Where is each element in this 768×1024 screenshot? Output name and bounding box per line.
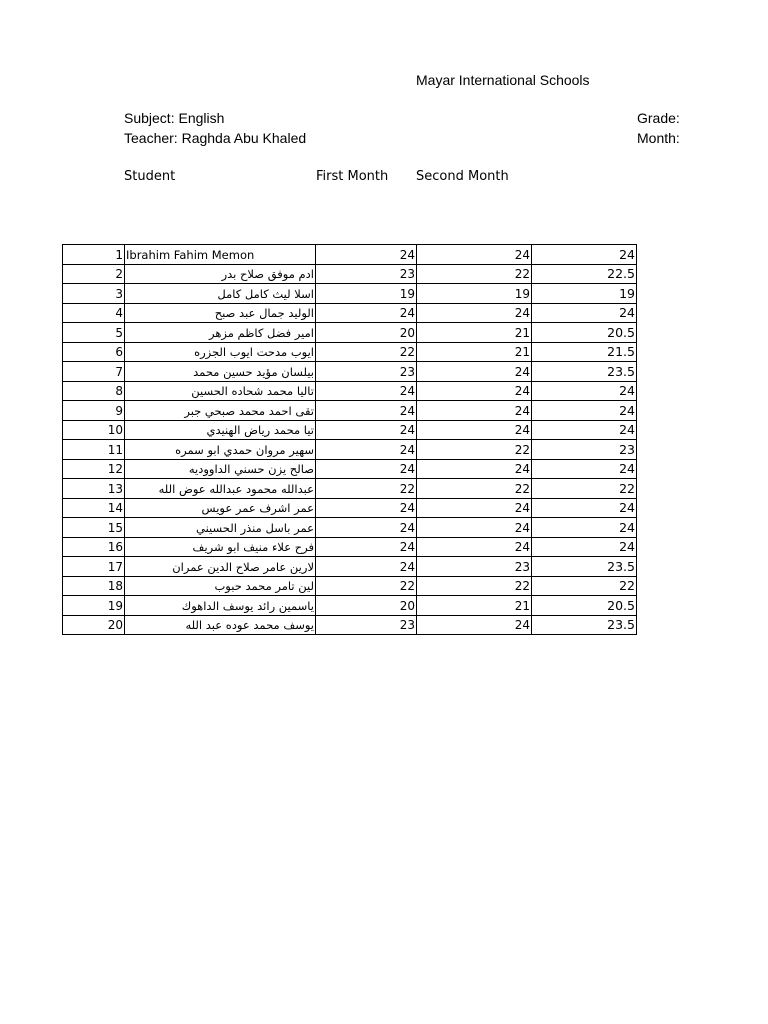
- table-row: [63, 284, 637, 304]
- average-grade-cell: 23.5: [532, 362, 637, 382]
- row-number-cell: 18: [63, 576, 125, 596]
- first-month-grade-cell: 24: [316, 537, 417, 557]
- average-grade-cell: 23.5: [532, 615, 637, 635]
- average-grade-cell: 24: [532, 537, 637, 557]
- student-name-cell: عبدالله محمود عبدالله عوض الله: [125, 479, 316, 499]
- average-grade-cell: 24: [532, 245, 637, 265]
- student-name-cell: تيا محمد رياض الهنيدي: [125, 420, 316, 440]
- table-row: [63, 245, 637, 265]
- first-month-grade-cell: 24: [316, 440, 417, 460]
- average-grade-cell: 24: [532, 518, 637, 538]
- row-number-cell: 13: [63, 479, 125, 499]
- first-month-grade-cell: 22: [316, 342, 417, 362]
- second-month-grade-cell: 24: [417, 615, 532, 635]
- student-name-cell: اسلا ليث كامل كامل: [125, 284, 316, 304]
- first-month-grade-cell: 24: [316, 381, 417, 401]
- student-name-cell: امير فضل كاظم مزهر: [125, 323, 316, 343]
- second-month-grade-cell: 24: [417, 401, 532, 421]
- student-name-cell: لين تامر محمد حبوب: [125, 576, 316, 596]
- average-grade-cell: 23: [532, 440, 637, 460]
- first-month-grade-cell: 20: [316, 323, 417, 343]
- average-grade-cell: 24: [532, 459, 637, 479]
- table-row: [63, 323, 637, 343]
- second-month-grade-cell: 24: [417, 537, 532, 557]
- table-row: [63, 440, 637, 460]
- subject-label: Subject: English: [124, 110, 225, 126]
- row-number-cell: 1: [63, 245, 125, 265]
- first-month-grade-cell: 24: [316, 303, 417, 323]
- student-name-cell: فرح علاء منيف ابو شريف: [125, 537, 316, 557]
- grades-table-body: [63, 245, 637, 635]
- average-grade-cell: 24: [532, 381, 637, 401]
- table-row: [63, 264, 637, 284]
- table-row: [63, 596, 637, 616]
- table-row: [63, 420, 637, 440]
- first-month-grade-cell: 23: [316, 362, 417, 382]
- second-month-grade-cell: 24: [417, 381, 532, 401]
- student-name-cell: تقى احمد محمد صبحي جبر: [125, 401, 316, 421]
- second-month-grade-cell: 24: [417, 303, 532, 323]
- table-row: [63, 342, 637, 362]
- second-month-grade-cell: 24: [417, 498, 532, 518]
- second-month-grade-cell: 24: [417, 459, 532, 479]
- row-number-cell: 20: [63, 615, 125, 635]
- row-number-cell: 7: [63, 362, 125, 382]
- student-name-cell: ايوب مدحت ايوب الجزره: [125, 342, 316, 362]
- row-number-cell: 15: [63, 518, 125, 538]
- table-row: [63, 557, 637, 577]
- second-month-grade-cell: 21: [417, 342, 532, 362]
- second-month-grade-cell: 21: [417, 596, 532, 616]
- first-month-grade-cell: 24: [316, 498, 417, 518]
- first-month-grade-cell: 24: [316, 518, 417, 538]
- school-name: Mayar International Schools: [416, 72, 590, 88]
- table-row: [63, 518, 637, 538]
- average-grade-cell: 19: [532, 284, 637, 304]
- row-number-cell: 16: [63, 537, 125, 557]
- first-month-grade-cell: 24: [316, 557, 417, 577]
- second-month-grade-cell: 22: [417, 440, 532, 460]
- table-row: [63, 362, 637, 382]
- row-number-cell: 4: [63, 303, 125, 323]
- month-label: Month:: [637, 130, 680, 146]
- first-month-grade-cell: 19: [316, 284, 417, 304]
- table-row: [63, 381, 637, 401]
- student-name-cell: صالح يزن حسني الداووديه: [125, 459, 316, 479]
- table-row: [63, 537, 637, 557]
- row-number-cell: 10: [63, 420, 125, 440]
- first-month-grade-cell: 24: [316, 459, 417, 479]
- student-name-cell: تاليا محمد شحاده الحسين: [125, 381, 316, 401]
- average-grade-cell: 24: [532, 401, 637, 421]
- grades-table: [62, 244, 637, 635]
- first-month-grade-cell: 23: [316, 615, 417, 635]
- average-grade-cell: 24: [532, 303, 637, 323]
- table-row: [63, 459, 637, 479]
- column-header-second-month: Second Month: [416, 169, 509, 184]
- student-name-cell: لارين عامر صلاح الدين عمران: [125, 557, 316, 577]
- first-month-grade-cell: 22: [316, 576, 417, 596]
- second-month-grade-cell: 19: [417, 284, 532, 304]
- first-month-grade-cell: 24: [316, 401, 417, 421]
- average-grade-cell: 22: [532, 576, 637, 596]
- second-month-grade-cell: 24: [417, 245, 532, 265]
- row-number-cell: 12: [63, 459, 125, 479]
- student-name-cell: الوليد جمال عبد صبح: [125, 303, 316, 323]
- second-month-grade-cell: 21: [417, 323, 532, 343]
- student-name-cell: ادم موفق صلاح بدر: [125, 264, 316, 284]
- second-month-grade-cell: 22: [417, 576, 532, 596]
- student-name-cell: عمر اشرف عمر عويس: [125, 498, 316, 518]
- table-row: [63, 401, 637, 421]
- row-number-cell: 2: [63, 264, 125, 284]
- second-month-grade-cell: 24: [417, 518, 532, 538]
- average-grade-cell: 23.5: [532, 557, 637, 577]
- table-row: [63, 615, 637, 635]
- average-grade-cell: 20.5: [532, 323, 637, 343]
- grade-label: Grade:: [637, 110, 680, 126]
- average-grade-cell: 24: [532, 498, 637, 518]
- first-month-grade-cell: 20: [316, 596, 417, 616]
- row-number-cell: 6: [63, 342, 125, 362]
- column-header-first-month: First Month: [316, 169, 389, 184]
- average-grade-cell: 22.5: [532, 264, 637, 284]
- row-number-cell: 5: [63, 323, 125, 343]
- student-name-cell: Ibrahim Fahim Memon: [125, 245, 316, 265]
- row-number-cell: 14: [63, 498, 125, 518]
- row-number-cell: 11: [63, 440, 125, 460]
- student-name-cell: سهير مروان حمدي ابو سمره: [125, 440, 316, 460]
- teacher-label: Teacher: Raghda Abu Khaled: [124, 130, 307, 146]
- second-month-grade-cell: 22: [417, 479, 532, 499]
- second-month-grade-cell: 23: [417, 557, 532, 577]
- table-row: [63, 303, 637, 323]
- second-month-grade-cell: 24: [417, 420, 532, 440]
- table-row: [63, 576, 637, 596]
- table-row: [63, 479, 637, 499]
- student-name-cell: عمر باسل منذر الحسيني: [125, 518, 316, 538]
- row-number-cell: 17: [63, 557, 125, 577]
- row-number-cell: 8: [63, 381, 125, 401]
- row-number-cell: 19: [63, 596, 125, 616]
- table-row: [63, 498, 637, 518]
- row-number-cell: 9: [63, 401, 125, 421]
- row-number-cell: 3: [63, 284, 125, 304]
- column-header-student: Student: [124, 169, 176, 184]
- first-month-grade-cell: 24: [316, 245, 417, 265]
- second-month-grade-cell: 22: [417, 264, 532, 284]
- average-grade-cell: 21.5: [532, 342, 637, 362]
- first-month-grade-cell: 22: [316, 479, 417, 499]
- student-name-cell: ياسمين رائد يوسف الداهوك: [125, 596, 316, 616]
- second-month-grade-cell: 24: [417, 362, 532, 382]
- student-name-cell: يوسف محمد عوده عبد الله: [125, 615, 316, 635]
- average-grade-cell: 24: [532, 420, 637, 440]
- student-name-cell: بيلسان مؤيد حسين محمد: [125, 362, 316, 382]
- average-grade-cell: 20.5: [532, 596, 637, 616]
- first-month-grade-cell: 24: [316, 420, 417, 440]
- average-grade-cell: 22: [532, 479, 637, 499]
- first-month-grade-cell: 23: [316, 264, 417, 284]
